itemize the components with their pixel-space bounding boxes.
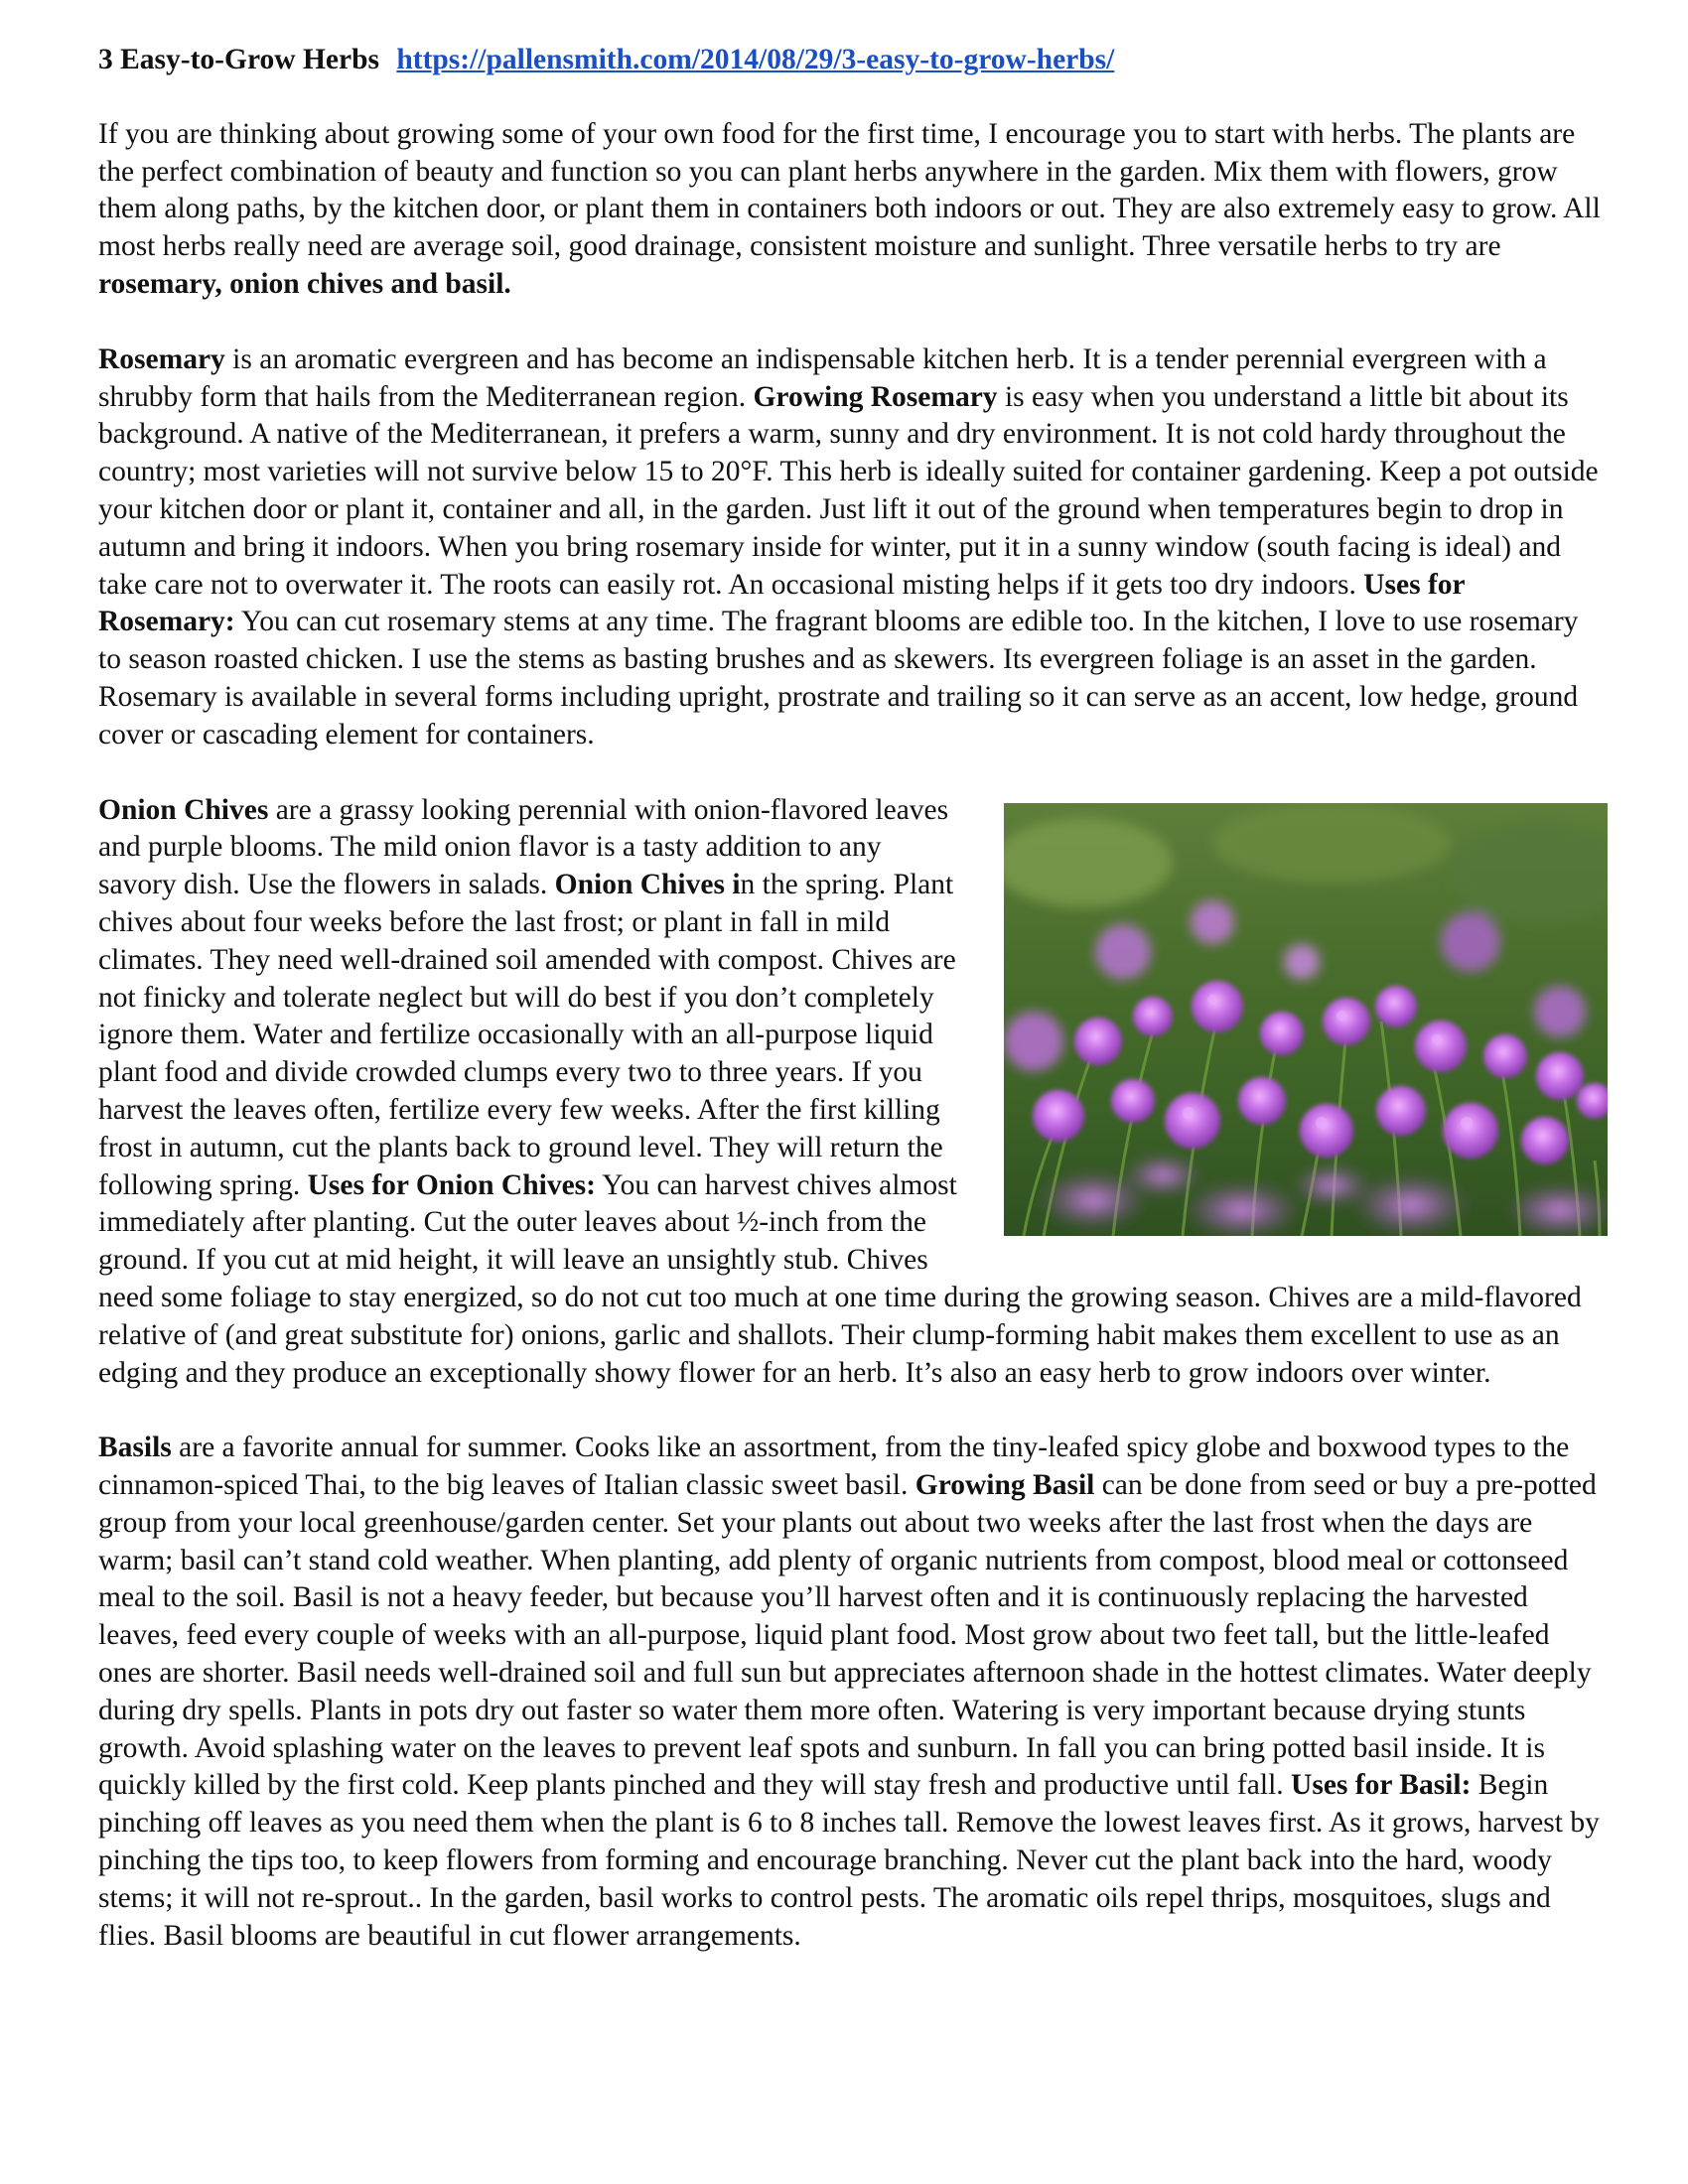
growing-chives-text: n the spring. Plant chives about four weeks before the last frost; or plant in fall in mild climates. They need well-drained soil amended with compost. Chives are not finicky and tolerate neglect but will do best if you don’t completely ignore them. Water and fertilize occasionally with an all-purpose liquid plant food and divide crowded clumps every two to three years. If you harvest the leaves often, fertilize every few weeks. After the first killing frost in autumn, cut the plants back to ground level. They will return the following spring. bbox=[98, 869, 956, 1201]
uses-basil-text: Begin pinching off leaves as you need them when the plant is 6 to 8 inches tall. Remove the lowest leaves first. As it grows, harvest by pinching the tips too, to keep flowers from forming and encourage branching. Never cut the plant back into the hard, woody stems; it will not re-sprout.. In the garden, basil works to control pests. The aromatic oils repel thrips, mosquitoes, slugs and flies. Basil blooms are beautiful in cut flower arrangements. bbox=[98, 1769, 1600, 1952]
intro-herb-list: rosemary, onion chives and basil. bbox=[98, 267, 511, 300]
growing-rosemary-text: is easy when you understand a little bit about its background. A native of the Mediterranean, it prefers a warm, sunny and dry environment. It is not cold hardy throughout the country; most varieties will not survive below 15 to 20°F. This herb is ideally suited for container gardening. Keep a pot outside your kitchen door or plant it, container and all, in the garden. Just lift it out of the ground when temperatures begin to drop in autumn and bring it indoors. When you bring rosemary inside for winter, put it in a sunny window (south facing is ideal) and take care not to overwater it. The roots can easily rot. An occasional misting helps if it gets too dry indoors. bbox=[98, 380, 1599, 601]
intro-text: If you are thinking about growing some of your own food for the first time, I encourage you to start with herbs. The plants are the perfect combination of beauty and function so you can plant herbs anywhere in the garden. Mix them with flowers, grow them along paths, by the kitchen door, or plant them in containers both indoors or out. They are also extremely easy to grow. All most herbs really need are average soil, good drainage, consistent moisture and sunlight. Three versatile herbs to try are bbox=[98, 117, 1601, 263]
rosemary-heading: Rosemary bbox=[98, 342, 225, 375]
uses-chives-heading: Uses for Onion Chives: bbox=[307, 1168, 596, 1201]
growing-chives-heading: Onion Chives i bbox=[554, 869, 741, 901]
growing-rosemary-heading: Growing Rosemary bbox=[753, 380, 998, 413]
uses-rosemary-heading: Uses for Rosemary: bbox=[98, 568, 1466, 638]
basils-heading: Basils bbox=[98, 1432, 172, 1464]
basil-paragraph bbox=[98, 1430, 1608, 1955]
growing-basil-heading: Growing Basil bbox=[914, 1469, 1095, 1502]
intro-paragraph bbox=[98, 116, 1608, 304]
source-link[interactable]: https://pallensmith.com/2014/08/29/3-easy-to-grow-herbs/ bbox=[396, 44, 1115, 75]
chives-paragraph bbox=[98, 792, 1608, 1393]
onion-chives-heading: Onion Chives bbox=[98, 793, 269, 826]
uses-basil-heading: Uses for Basil: bbox=[1291, 1769, 1472, 1802]
document-page bbox=[98, 42, 1608, 1992]
basils-intro-text: are a favorite annual for summer. Cooks like an assortment, from the tiny-leafed spicy globe and boxwood types to the cinnamon-spiced Thai, to the big leaves of Italian classic sweet basil. bbox=[98, 1432, 1570, 1502]
onion-chives-intro-text: are a grassy looking perennial with onion-flavored leaves and purple blooms. The mild onion flavor is a tasty addition to any savory dish. Use the flowers in salads. bbox=[98, 793, 949, 901]
chives-flower-photo bbox=[1004, 803, 1608, 1236]
rosemary-intro-text: is an aromatic evergreen and has become an indispensable kitchen herb. It is a tender perennial evergreen with a shrubby form that hails from the Mediterranean region. bbox=[98, 342, 1547, 413]
uses-chives-text: You can harvest chives almost immediately after planting. Cut the outer leaves about ½-inch from the ground. If you cut at mid height, it will leave an unsightly stub. Chives need some foliage to stay energized, so do not cut too much at one time during the growing season. Chives are a mild-flavored relative of (and great substitute for) onions, garlic and shallots. Their clump-forming habit makes them excellent to use as an edging and they produce an exceptionally showy flower for an herb. It’s also an easy herb to grow indoors over winter. bbox=[98, 1168, 1582, 1389]
document-header bbox=[98, 42, 1608, 79]
rosemary-paragraph bbox=[98, 341, 1608, 754]
growing-basil-text: can be done from seed or buy a pre-potted group from your local greenhouse/garden center. Set your plants out about two weeks after the last frost when the days are warm; basil can’t stand cold weather. When planting, add plenty of organic nutrients from compost, blood meal or cottonseed meal to the soil. Basil is not a heavy feeder, but because you’ll harvest often and it is continuously replacing the harvested leaves, feed every couple of weeks with an all-purpose, liquid plant food. Most grow about two feet tall, but the little-leafed ones are shorter. Basil needs well-drained soil and full sun but appreciates afternoon shade in the hottest climates. Water deeply during dry spells. Plants in pots dry out faster so water them more often. Watering is very important because drying stunts growth. Avoid splashing water on the leaves to prevent leaf spots and sunburn. In fall you can bring potted basil inside. It is quickly killed by the first cold. Keep plants pinched and they will stay fresh and productive until fall. bbox=[98, 1469, 1597, 1802]
uses-rosemary-text: You can cut rosemary stems at any time. The fragrant blooms are edible too. In the kitchen, I love to use rosemary to season roasted chicken. I use the stems as basting brushes and as skewers. Its evergreen foliage is an asset in the garden. Rosemary is available in several forms including upright, prostrate and trailing so it can serve as an accent, low hedge, ground cover or cascading element for containers. bbox=[98, 606, 1579, 751]
document-title: 3 Easy-to-Grow Herbs bbox=[98, 44, 379, 75]
